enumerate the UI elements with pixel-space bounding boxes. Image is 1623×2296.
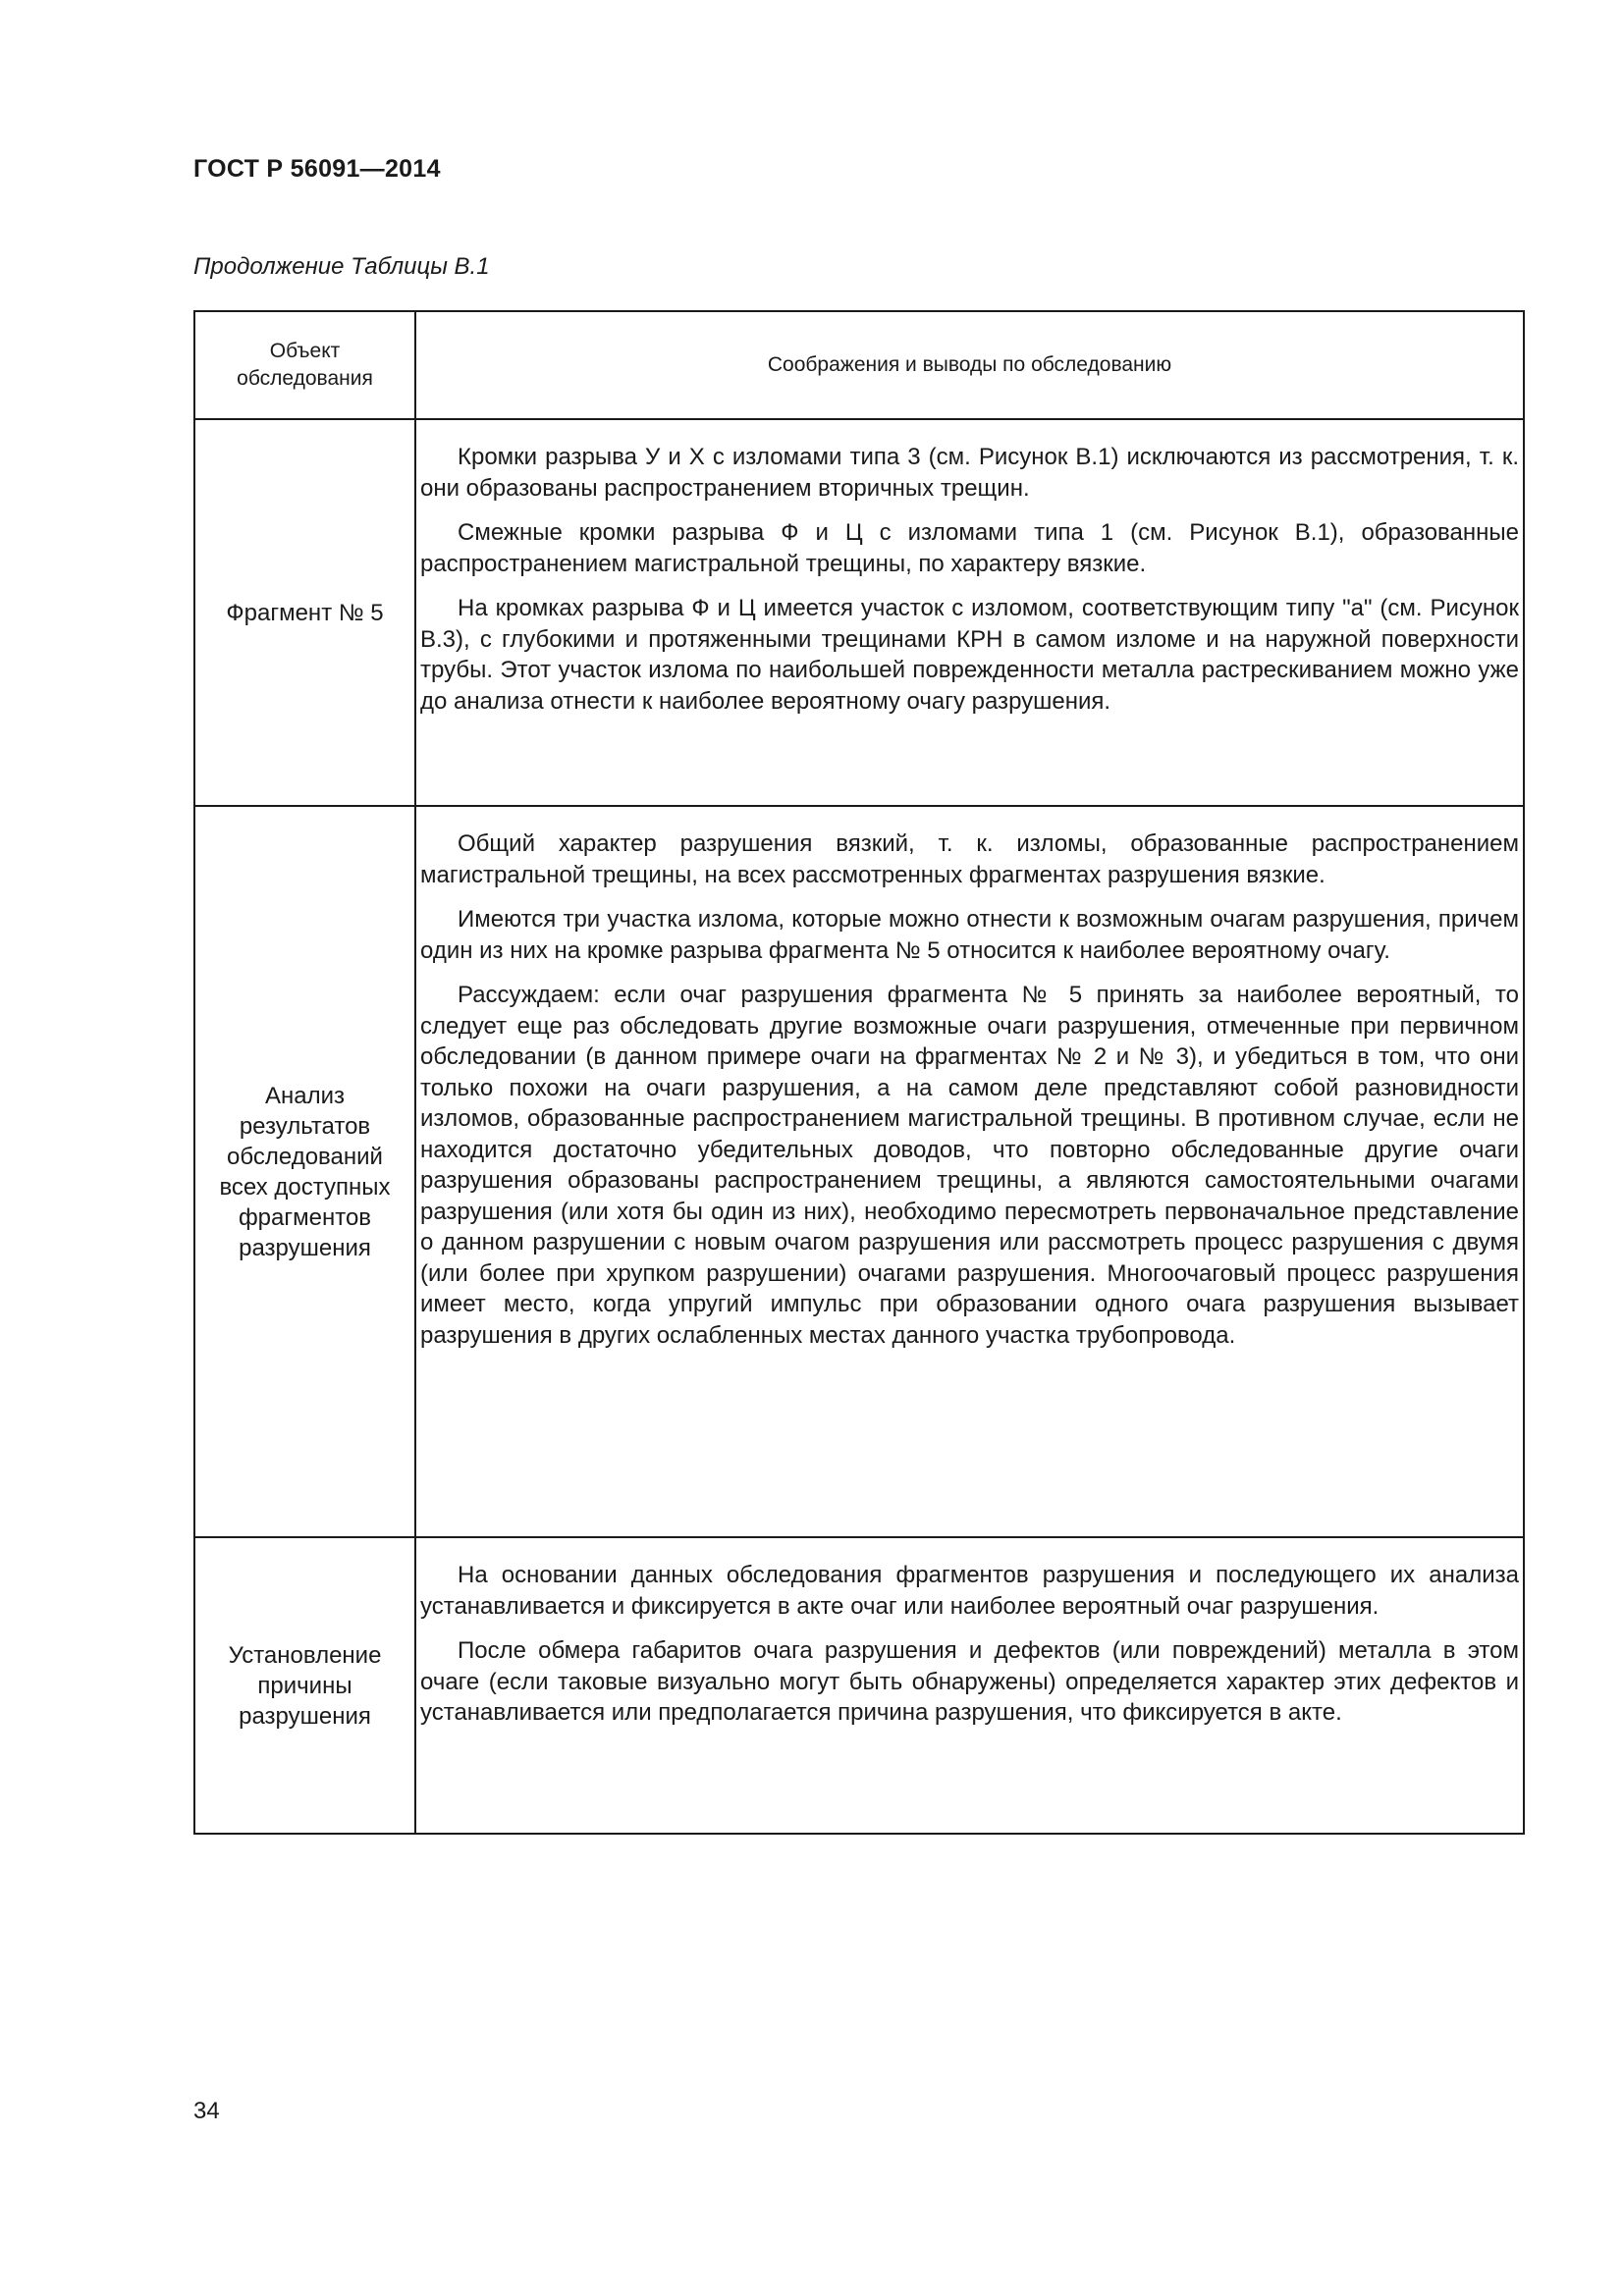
findings-cell bbox=[415, 419, 1524, 806]
object-cell: Анализ результатов обследований всех доступных фрагментов разрушения bbox=[194, 806, 415, 1537]
document-id: ГОСТ Р 56091—2014 bbox=[193, 155, 441, 183]
object-cell: Установление причины разрушения bbox=[194, 1537, 415, 1834]
table-header-row bbox=[194, 311, 1524, 419]
column-header-findings: Соображения и выводы по обследованию bbox=[415, 311, 1524, 419]
paragraph: Общий характер разрушения вязкий, т. к. изломы, образованные распространением магистральной трещины, на всех рассмотренных фрагментах разрушения вязкие. bbox=[420, 830, 1519, 888]
paragraph: Рассуждаем: если очаг разрушения фрагмента № 5 принять за наиболее вероятный, то следует еще раз обследовать другие возможные очаги разрушения, отмеченные при первичном обследовании (в данном примере очаги на фрагментах № 2 и № 3), и убедиться в том, что они только похожи на очаги разрушения, а на самом деле представляют собой разновидности изломов, образованные распространением магистральной трещины. В противном случае, если не находится достаточно убедительных доводов, что повторно обследованные другие очаги разрушения образованы распространением трещины, а являются самостоятельными очагами разрушения (или хотя бы один из них), необходимо пересмотреть первоначальное представление о данном разрушении с новым очагом разрушения или рассмотреть процесс разрушения с двумя (или более при хрупком разрушении) очагами разрушения. Многоочаговый процесс разрушения имеет место, когда упругий импульс при образовании одного очага разрушения вызывает разрушения в других ослабленных местах данного участка трубопровода. bbox=[420, 982, 1519, 1349]
table-row bbox=[194, 806, 1524, 1537]
paragraph: На кромках разрыва Ф и Ц имеется участок с изломом, соответствующим типу "а" (см. Рисунок В.3), с глубокими и протяженными трещинами КРН в самом изломе и на наружной поверхности трубы. Этот участок излома по наибольшей поврежденности металла растрескиванием можно уже до анализа отнести к наиболее вероятному очагу разрушения. bbox=[420, 595, 1519, 715]
paragraph: Смежные кромки разрыва Ф и Ц с изломами типа 1 (см. Рисунок В.1), образованные распространением магистральной трещины, по характеру вязкие. bbox=[420, 519, 1519, 577]
table-row bbox=[194, 419, 1524, 806]
findings-cell bbox=[415, 806, 1524, 1537]
paragraph: На основании данных обследования фрагментов разрушения и последующего их анализа устанавливается и фиксируется в акте очаг или наиболее вероятный очаг разрушения. bbox=[420, 1562, 1519, 1620]
paragraph: После обмера габаритов очага разрушения и дефектов (или повреждений) металла в этом очаге (если таковые визуально могут быть обнаружены) определяется характер этих дефектов и устанавливается или предполагается причина разрушения, что фиксируется в акте. bbox=[420, 1637, 1519, 1726]
table-row bbox=[194, 1537, 1524, 1834]
page-number: 34 bbox=[193, 2098, 220, 2124]
findings-table bbox=[193, 310, 1525, 1835]
findings-cell bbox=[415, 1537, 1524, 1834]
paragraph: Кромки разрыва У и Х с изломами типа 3 (см. Рисунок В.1) исключаются из рассмотрения, т. к. они образованы распространением вторичных трещин. bbox=[420, 444, 1519, 502]
column-header-object: Объект обследования bbox=[194, 311, 415, 419]
table-caption: Продолжение Таблицы В.1 bbox=[193, 253, 490, 280]
paragraph: Имеются три участка излома, которые можно отнести к возможным очагам разрушения, причем один из них на кромке разрыва фрагмента № 5 относится к наиболее вероятному очагу. bbox=[420, 906, 1519, 964]
object-cell: Фрагмент № 5 bbox=[194, 419, 415, 806]
